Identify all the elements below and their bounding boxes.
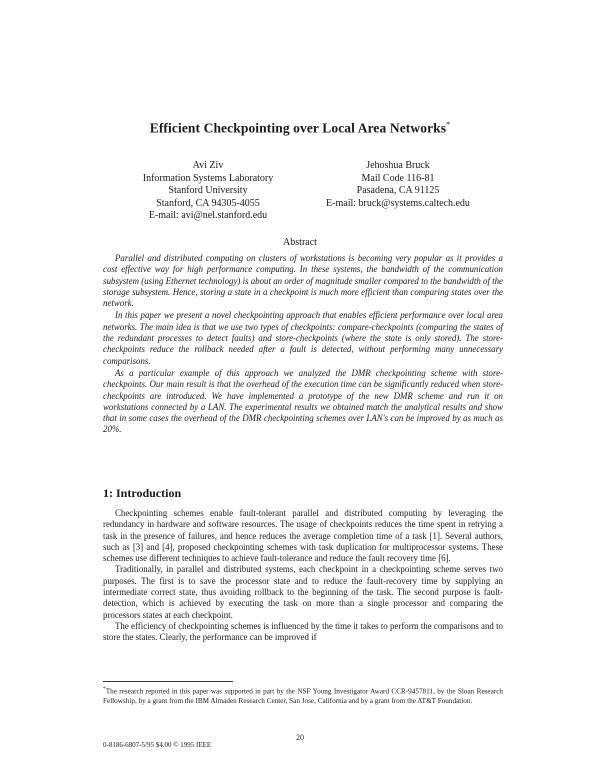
- author-affiliation: Information Systems Laboratory: [142, 172, 274, 184]
- author-email: E-mail: bruck@systems.caltech.edu: [326, 197, 470, 209]
- footnote-marker: *: [103, 686, 106, 692]
- page-number: 20: [296, 733, 304, 742]
- author-address: Stanford, CA 94305-4055: [156, 197, 260, 209]
- abstract-paragraph: As a particular example of this approach we analyzed the DMR checkpointing scheme with store-checkpoints. Our main result is that the overhead of the execution time can be significantly reduced when store-checkpoints are introduced. We have implemented a prototype of the new DMR scheme and run it on workstations connected by a LAN. The experimental results we obtained match the analytical results and show that in some cases the overhead of the DMR checkpointing schemes over LAN's can be improved by as much as 20%.: [103, 367, 503, 435]
- body-paragraph: Traditionally, in parallel and distributed systems, each checkpoint in a checkpointing scheme serves two purposes. The first is to save the processor state and to reduce the fault-recovery time by supplying an intermediate correct state, thus avoiding rollback to the beginning of the task. The second purpose is fault-detection, which is achieved by executing the task on more than a single processor and comparing the processors states at each checkpoint.: [103, 564, 503, 620]
- body-paragraph: The efficiency of checkpointing schemes is influenced by the time it takes to perform the comparisons and to store the states. Clearly, the performance can be improved if: [103, 620, 503, 643]
- copyright-notice: 0-8186-6807-5/95 $4.00 © 1995 IEEE: [103, 741, 212, 749]
- footnote-divider: [103, 681, 233, 682]
- author-name: Jehoshua Bruck: [366, 160, 430, 171]
- section-heading-introduction: 1: Introduction: [103, 486, 182, 500]
- author-block-ziv: [118, 160, 298, 223]
- introduction-body: [103, 508, 503, 644]
- author-affiliation: Mail Code 116-81: [361, 172, 435, 184]
- abstract-paragraph: Parallel and distributed computing on clusters of workstations is becoming very popular as it provides a cost effective way for high performance computing. In these systems, the bandwidth of the communication subsystem (using Ethernet technology) is about an order of magnitude smaller compared to the bandwidth of the storage subsystem. Hence, storing a state in a checkpoint is much more efficient than comparing states over the network.: [103, 253, 503, 309]
- author-institution: Pasadena, CA 91125: [356, 185, 440, 197]
- author-name: Avi Ziv: [192, 160, 224, 171]
- author-institution: Stanford University: [168, 185, 248, 197]
- title-footnote-marker: *: [446, 120, 451, 129]
- author-block-bruck: [308, 160, 488, 210]
- paper-title: [0, 120, 600, 137]
- abstract-heading: Abstract: [283, 237, 317, 248]
- footnote-text: The research reported in this paper was supported in part by the NSF Young Investigator Award CCR-9457811, by the Sloan Research Fellowship, by a grant from the IBM Almaden Research Center, San Jose, California and by a grant from the AT&T Foundation.: [103, 687, 503, 705]
- abstract: [103, 253, 503, 437]
- author-email: E-mail: avi@nel.stanford.edu: [148, 210, 268, 222]
- footnote: [103, 685, 503, 706]
- paper-title-text: Efficient Checkpointing over Local Area Networks: [149, 120, 447, 136]
- body-paragraph: Checkpointing schemes enable fault-tolerant parallel and distributed computing by leveraging the redundancy in hardware and software resources. The usage of checkpoints reduces the time spent in retrying a task in the presence of failures, and hence reduces the average completion time of a task [1]. Several authors, such as [3] and [4], proposed checkpointing schemes with task duplication for multiprocessor systems. These schemes use different techniques to achieve fault-tolerance and reduce the fault recovery time [6].: [103, 508, 503, 564]
- abstract-paragraph: In this paper we present a novel checkpointing approach that enables efficient performance over local area networks. The main idea is that we use two types of checkpoints: compare-checkpoints (comparing the states of the redundant processes to detect faults) and store-checkpoints (where the state is only stored). The store-checkpoints reduce the rollback needed after a fault is detected, without performing many unnecessary comparisons.: [103, 310, 503, 366]
